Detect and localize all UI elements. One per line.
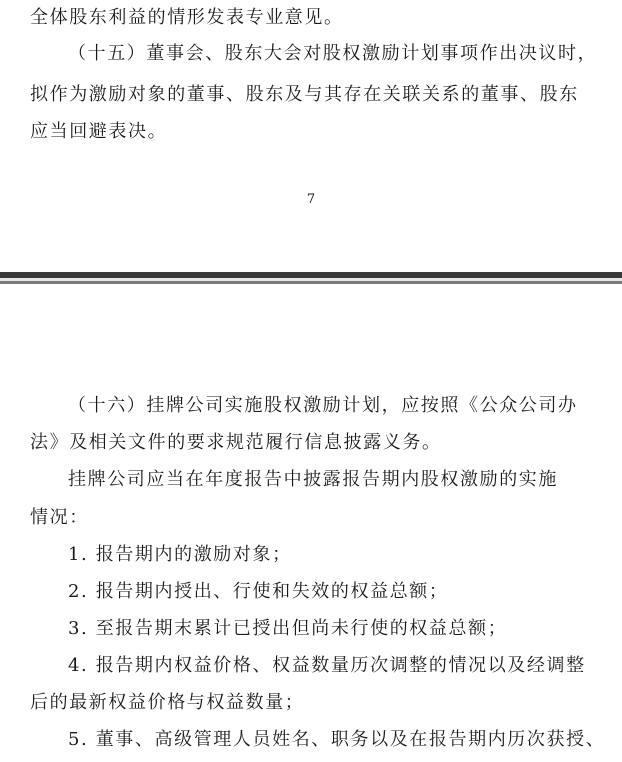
paragraph-line: 全体股东利益的情形发表专业意见。 — [30, 7, 344, 28]
paragraph-line: （十五）董事会、股东大会对股权激励计划事项作出决议时， — [68, 43, 598, 64]
list-item: 3. 至报告期末累计已授出但尚未行使的权益总额； — [68, 618, 508, 639]
paragraph-line: 应当回避表决。 — [30, 121, 168, 142]
list-item: 1. 报告期内的激励对象； — [68, 544, 292, 565]
paragraph-line: 法》及相关文件的要求规范履行信息披露义务。 — [30, 432, 442, 453]
list-item: 4. 报告期内权益价格、权益数量历次调整的情况以及经调整 — [68, 655, 586, 676]
paragraph-line: 情况： — [30, 507, 89, 528]
paragraph-line: （十六）挂牌公司实施股权激励计划，应按照《公众公司办 — [68, 395, 578, 416]
document-page-top — [0, 0, 622, 230]
paragraph-line: 挂牌公司应当在年度报告中披露报告期内股权激励的实施 — [68, 469, 558, 490]
paragraph-line: 后的最新权益价格与权益数量； — [30, 692, 305, 713]
page-separator — [0, 272, 622, 286]
list-item: 2. 报告期内授出、行使和失效的权益总额； — [68, 581, 449, 602]
page-number: 7 — [306, 192, 316, 207]
list-item: 5. 董事、高级管理人员姓名、职务以及在报告期内历次获授、 — [68, 729, 606, 750]
document-page-bottom — [0, 290, 622, 762]
paragraph-line: 拟作为激励对象的董事、股东及与其存在关联关系的董事、股东 — [30, 84, 579, 105]
page-separator-thin-rule — [0, 281, 622, 284]
